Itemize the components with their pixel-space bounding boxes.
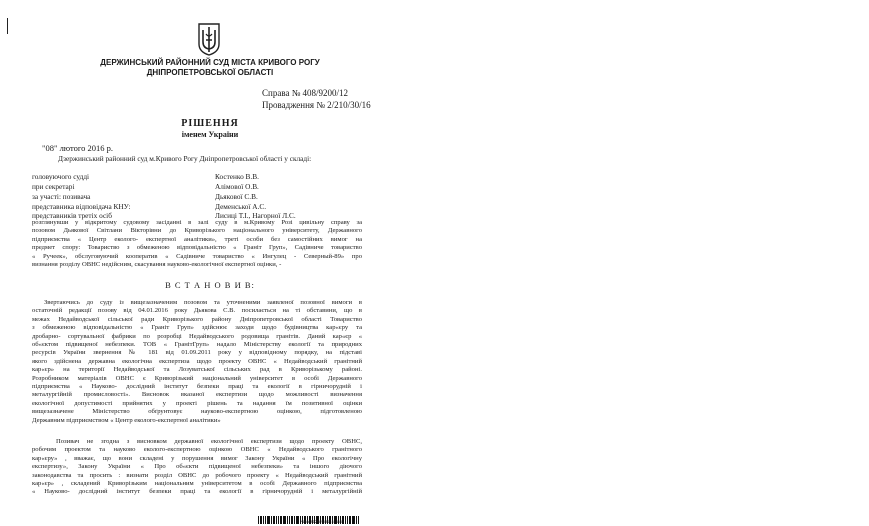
barcode-bar xyxy=(273,516,275,524)
text-line: об«єктом підвищеної небезпеки. ТОВ « ГранітГруп» надало Міністерству екології та природних xyxy=(32,341,362,349)
court-name-line1: ДЕРЖИНСЬКИЙ РАЙОННИЙ СУД МІСТА КРИВОГО РОГУ xyxy=(100,58,320,67)
text-line: дробарно- сортувальної фабрики по розробці Недайводського родовища гранітів. Даний кар«єр « xyxy=(32,332,362,340)
text-line: визнання розділу ОВНС недійсним, скасування науково-екологічної експертної оцінки, - xyxy=(32,261,282,269)
text-line: металургійній промисловості». Висновок вказаної експертизи щодо можливості визначення xyxy=(32,391,362,399)
composition-role: представників третіх осіб xyxy=(32,211,112,220)
composition-role: представника відповідача КНУ: xyxy=(32,202,131,211)
composition-name: Деменської А.С. xyxy=(215,202,267,211)
text-line: остаточній редакції позову від 04.01.2016 року Дьякова С.В. посилається на ті обставини, що в xyxy=(32,307,362,315)
court-name-line2: ДНІПРОПЕТРОВСЬКОЇ ОБЛАСТІ xyxy=(146,68,274,77)
barcode-bar xyxy=(263,516,264,524)
text-line: вищезазначене Міністерство обґрунтовує науково-експертною оцінкою, підготовленою xyxy=(32,408,362,416)
barcode-bar xyxy=(276,516,277,524)
barcode-bar xyxy=(283,516,286,524)
case-number: 408/9200/12 xyxy=(302,88,349,98)
text-line: позовом Дьякової Світлани Вікторівни до Криворізького національного університету, Державного xyxy=(32,227,362,235)
text-line: предмет спору: Товариство з обмеженою відповідальністю « Граніт Груп», Садівниче товариство xyxy=(32,244,362,252)
text-line: з обмеженою відповідальністю « Граніт Груп» здійснює заходи щодо будівництва кар«єру та xyxy=(32,324,362,332)
text-line: кар«єр» , складений Криворізьким національним університетом в особі Державного підприємства xyxy=(32,480,362,488)
barcode-bar xyxy=(260,516,262,524)
barcode-bar xyxy=(271,516,272,524)
text-line: екологічної допустимості прийнятих у проекті рішень та надання їм позитивної оцінки xyxy=(32,399,362,407)
section-heading: В С Т А Н О В И В: xyxy=(165,280,255,290)
trident-emblem-icon xyxy=(197,22,221,56)
barcode-bar xyxy=(258,516,259,524)
barcode-bar xyxy=(280,516,282,524)
barcode-bar xyxy=(345,516,346,524)
text-line: межах Недайводської сільської ради Криворізького району Дніпропетровської області Товариство xyxy=(32,315,362,323)
text-line: якого здійснена державна екологічна експертиза щодо проекту ОВНС « Недайводський гранітний xyxy=(32,357,362,365)
text-line: « Ручеек», обслуговуючий кооператив « Садівниче товариство « Ингулец - Северный-89» про xyxy=(32,252,362,260)
text-cursor xyxy=(7,18,8,34)
case-label: Справа № xyxy=(262,88,301,98)
court-name xyxy=(90,58,330,78)
barcode-bar xyxy=(358,516,359,524)
composition-role: головуючого судді xyxy=(32,172,90,181)
barcode-bar xyxy=(267,516,270,524)
decision-date: "08" лютого 2016 р. xyxy=(42,143,114,153)
barcode-bar xyxy=(265,516,266,524)
text-line: експертизу», Закону України « Про об«єкти підвищеної небезпеки» та іншого діючого xyxy=(32,463,362,471)
barcode-bar xyxy=(352,516,355,524)
composition-name: Алімової О.В. xyxy=(215,182,259,191)
composition-name: Костенко В.В. xyxy=(215,172,259,181)
paragraph-case-subject xyxy=(32,219,362,269)
text-line: законодавства та просить : визнати розділ ОВНС до робочого проекту « Недайводський гранітний xyxy=(32,471,362,479)
composition-role: при секретарі xyxy=(32,182,75,191)
court-intro: Дзержинський районний суд м.Кривого Рогу Дніпропетровської області у складі: xyxy=(58,154,312,163)
text-line: кар«єру» , вважає, що вони складені у порушення вимог Закону України « Про екологічну xyxy=(32,454,362,462)
text-line: кар«єр» на території Недайводської та Лозуватської сільських рад в Криворізькому районі. xyxy=(32,366,362,374)
proceeding-number-line xyxy=(262,100,371,111)
proceeding-number: 2/210/30/16 xyxy=(327,100,371,110)
barcode-bar xyxy=(278,516,279,524)
barcode-bar xyxy=(356,516,357,524)
decision-title: РІШЕННЯ xyxy=(181,118,239,129)
proceeding-label: Провадження № xyxy=(262,100,325,110)
text-line: робочим проектом та науково еколого-експертною оцінкою ОВНС « Недайводського гранітного xyxy=(32,446,362,454)
text-line: ресурсів України звернення № 181 від 01.09.2011 року у відповідному порядку, на підставі xyxy=(32,349,362,357)
text-line: підприємства « Центр еколого- експертної аналітики», треті особи без самостійних вимог на xyxy=(32,235,362,243)
text-line: розглянувши у відкритому судовому засіданні в залі суду в м.Кривому Розі цивільну справу за xyxy=(32,219,362,226)
barcode-bar xyxy=(294,516,295,524)
barcode-bar xyxy=(291,516,293,524)
composition-role: за участі: позивача xyxy=(32,192,91,201)
case-number-line xyxy=(262,88,348,99)
barcode-bar xyxy=(287,516,288,524)
barcode-bar xyxy=(296,516,299,524)
barcode-bar xyxy=(289,516,290,524)
text-line: Позивач не згодна з висновком державної екологічної експертизи щодо проекту ОВНС, xyxy=(56,438,362,445)
composition-name: Лисиці Т.І., Нагорної Л.С. xyxy=(215,211,296,220)
barcode-bar xyxy=(347,516,348,524)
text-line: « Науково- дослідний інститут безпеки праці та екології в гірничорудній і металургійній xyxy=(32,488,362,496)
composition-name: Дьякової С.В. xyxy=(215,192,258,201)
decision-subtitle: іменем України xyxy=(181,130,239,139)
paragraph-objection xyxy=(32,438,362,497)
text-line: підприємства « Науково- дослідний інститут безпеки праці та екології в гірничорудній і xyxy=(32,383,362,391)
barcode-text: *4086812009282163456* xyxy=(300,520,345,524)
text-line: Державним підприємством « Центр еколого-експертної аналітики» xyxy=(32,416,221,424)
paragraph-claim xyxy=(32,299,362,425)
text-line: Звертаючись до суду із вищезазначеним позовом та уточненими заявленої позовної вимоги в xyxy=(44,299,362,306)
text-line: Розробником матеріалів ОВНС є Криворізький національний університет в особі Державного xyxy=(32,374,362,382)
barcode-bar xyxy=(349,516,351,524)
